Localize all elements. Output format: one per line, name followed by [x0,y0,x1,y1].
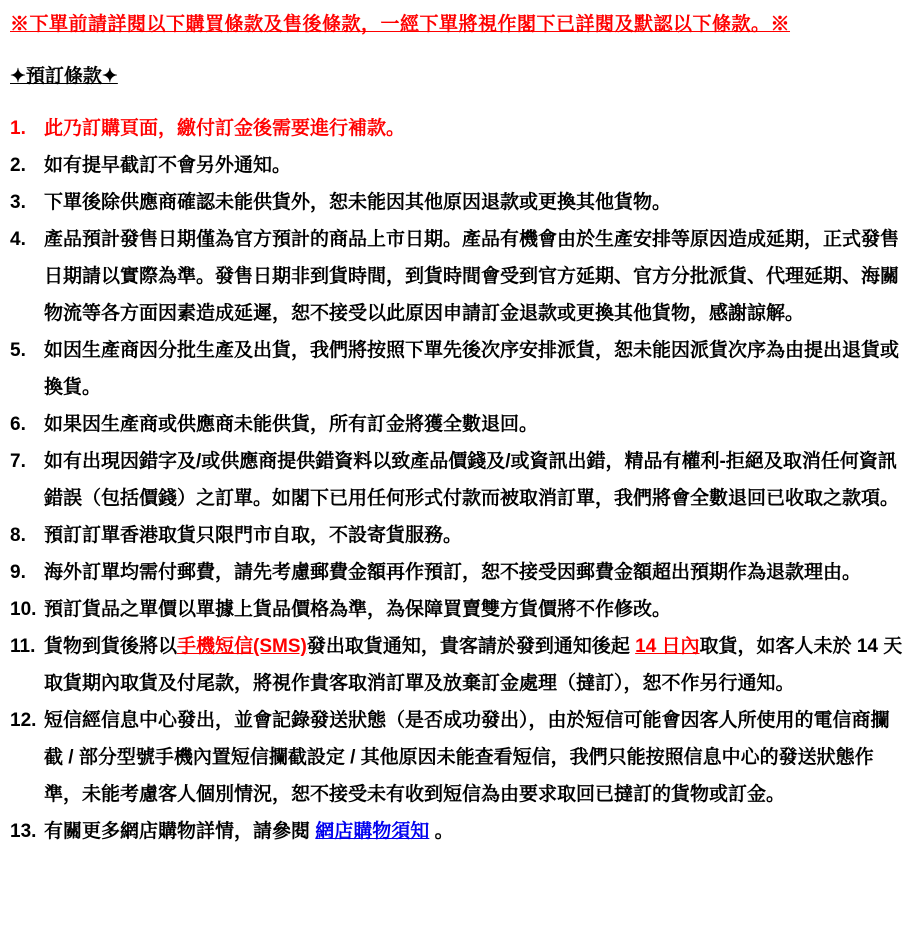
term-item-6 [10,406,905,443]
term-text [44,332,905,406]
term-text [44,591,905,628]
term-text [44,406,905,443]
term-text-segment: 下單後除供應商確認未能供貨外，恕未能因其他原因退款或更換其他貨物。 [44,192,672,213]
term-text-segment: 如有提早截訂不會另外通知。 [44,155,292,176]
term-number: 8. [10,525,26,546]
term-text [44,517,905,554]
term-text [44,702,905,813]
term-item-8 [10,517,905,554]
term-number: 9. [10,562,26,583]
term-text-segment: 發出取貨通知，貴客請於發到通知後起 [306,636,636,657]
term-item-2 [10,147,905,184]
term-item-5 [10,332,905,406]
term-text-segment: 如有出現因錯字及/或供應商提供錯資料以致產品價錢及/或資訊出錯，精品有權利-拒絕及取消任何資訊錯誤（包括價錢）之訂單。如閣下已用任何形式付款而被取消訂單，我們將會全數退回已收取之款項。 [44,451,900,509]
term-number: 10. [10,599,37,620]
term-item-3 [10,184,905,221]
term-text-segment: 短信經信息中心發出，並會記錄發送狀態（是否成功發出），由於短信可能會因客人所使用的電信商攔截 / 部分型號手機內置短信攔截設定 / 其他原因未能查看短信，我們只能按照信息中心的發送狀態作準，未能考慮客人個別情況，恕不接受未有收到短信為由要求取回已撻訂的貨物或訂金。 [44,710,890,805]
term-number: 5. [10,340,26,361]
term-text-segment: 有關更多網店購物詳情，請參閱 [44,821,316,842]
term-text-segment: 產品預計發售日期僅為官方預計的商品上市日期。產品有機會由於生產安排等原因造成延期，正式發售日期請以實際為準。發售日期非到貨時間，到貨時間會受到官方延期、官方分批派貨、代理延期、海關物流等各方面因素造成延遲，恕不接受以此原因申請訂金退款或更換其他貨物，感謝諒解。 [44,229,900,324]
term-item-1 [10,110,905,147]
term-text-segment: 14 日內 [635,636,700,657]
term-text-segment: 如果因生產商或供應商未能供貨，所有訂金將獲全數退回。 [44,414,539,435]
term-item-11 [10,628,905,702]
term-number: 13. [10,821,37,842]
term-text-segment: 取貨，如客人未於 14 天取貨期內取貨及付尾款，將視作貴客取消訂單及放棄訂金處理（撻訂），恕不作另行通知。 [44,636,903,694]
purchase-warning-header: ※下單前請詳閱以下購買條款及售後條款，一經下單將視作閣下已詳閱及默認以下條款。※ [10,14,791,35]
term-number: 1. [10,118,26,139]
term-number: 7. [10,451,26,472]
term-text [44,813,905,850]
term-item-9 [10,554,905,591]
term-text-segment: 預訂貨品之單價以單據上貨品價格為準，為保障買賣雙方貨價將不作修改。 [44,599,672,620]
term-number: 2. [10,155,26,176]
term-item-10 [10,591,905,628]
term-text [44,147,905,184]
shop-guide-link[interactable]: 網店購物須知 [315,821,430,842]
term-number: 4. [10,229,26,250]
term-text-segment: 海外訂單均需付郵費，請先考慮郵費金額再作預訂，恕不接受因郵費金額超出預期作為退款理由。 [44,562,862,583]
term-item-4 [10,221,905,332]
term-text-segment: 貨物到貨後將以 [44,636,178,657]
term-text [44,554,905,591]
term-text-segment: 手機短信(SMS) [177,636,307,657]
term-number: 12. [10,710,37,731]
terms-list [10,110,905,850]
term-text [44,628,905,702]
term-text [44,221,905,332]
term-text [44,110,905,147]
term-number: 6. [10,414,26,435]
term-number: 3. [10,192,26,213]
term-number: 11. [10,636,36,657]
term-item-12 [10,702,905,813]
section-title-preorder-terms: ✦預訂條款✦ [10,66,118,87]
term-text [44,184,905,221]
term-text-segment: 。 [429,821,454,842]
term-item-13 [10,813,905,850]
term-text-segment: 此乃訂購頁面，繳付訂金後需要進行補款。 [44,118,406,139]
term-text-segment: 如因生產商因分批生產及出貨，我們將按照下單先後次序安排派貨，恕未能因派貨次序為由提出退貨或換貨。 [44,340,900,398]
term-item-7 [10,443,905,517]
term-text [44,443,905,517]
term-text-segment: 預訂訂單香港取貨只限門市自取，不設寄貨服務。 [44,525,463,546]
